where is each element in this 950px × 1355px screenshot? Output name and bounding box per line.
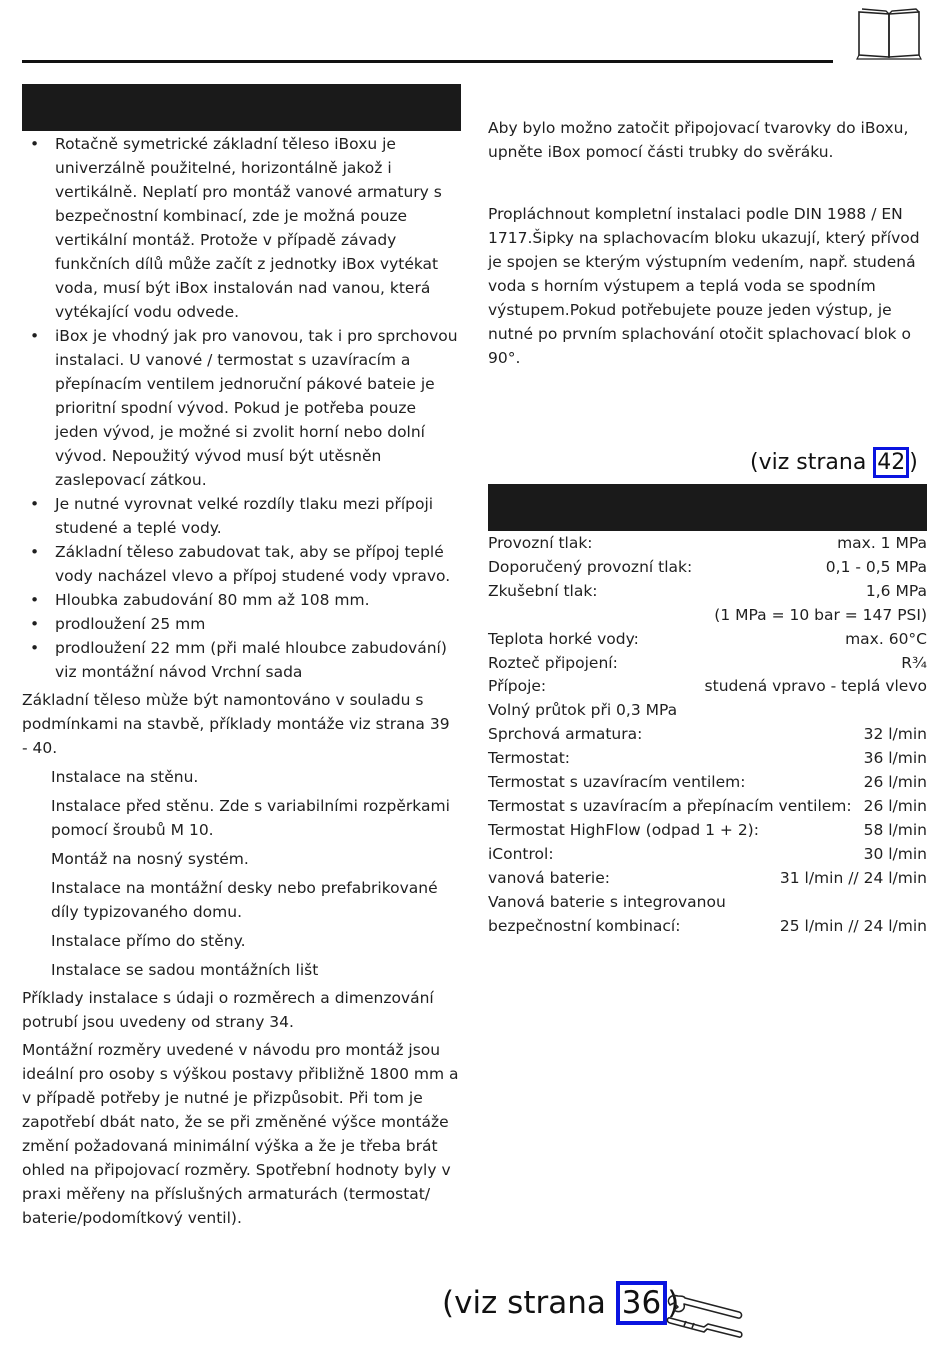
list-item: • Rotačně symetrické základní těleso iBoxu je univerzálně použitelné, horizontálně jakož i vertikálně. Neplatí pro montáž vanové armatury s bezpečnostní kombinací, zde je možná pouze vertikální montáž. Protože v případě závady funkčních dílů může začít z jednotky iBox vytékat voda, musí být iBox instalován nad vanou, která vytékající vodu odvede.	[22, 132, 460, 324]
table-row	[488, 699, 927, 723]
spec-value: 30 l/min	[863, 844, 927, 863]
table-row	[488, 675, 927, 699]
list-item: • iBox je vhodný jak pro vanovou, tak i pro sprchovou instalaci. U vanové / termostat s uzavíracím a přepínacím ventilem jednoruční pákové bateie je prioritní spodní vývod. Pokud je potřeba pouze jeden vývod, je možné si zvolit horní nebo dolní vývod. Nepoužitý vývod musí být utěsněn zaslepovací zátkou.	[22, 324, 460, 492]
left-column	[22, 132, 460, 1230]
list-item: • prodloužení 22 mm (při malé hloubce zabudování) viz montážní návod Vrchní sada	[22, 636, 460, 684]
spec-value: max. 1 MPa	[837, 534, 927, 552]
install-option: Instalace na stěnu.	[51, 768, 199, 786]
install-option: Instalace na montážní desky nebo prefabrikované díly typizovaného domu.	[51, 879, 438, 921]
spec-label: Termostat s uzavíracím ventilem:	[488, 773, 746, 792]
spec-value: 58 l/min	[863, 820, 927, 839]
table-row	[488, 867, 927, 891]
spec-label: Termostat HighFlow (odpad 1 + 2):	[488, 820, 759, 839]
install-intro: Základní těleso mùže být namontováno v souladu s podmínkami na stavbě, příklady montáže viz strana 39 - 40.	[22, 691, 450, 757]
spec-label: Termostat:	[488, 749, 571, 768]
spec-label: Provozní tlak:	[488, 534, 593, 552]
spec-label: Doporučený provozní tlak:	[488, 557, 693, 576]
dimensions-paragraph: Montážní rozměry uvedené v návodu pro montáž jsou ideální pro osoby s výškou postavy přibližně 1800 mm a v případě potřeby je nutné je přizpůsobit. Při tom je zapotřebí dbát nato, že se při změněné výšce montáže změní požadovaná minimální výška a že je třeba brát ohled na připojovací rozměry. Spotřební hodnoty byly v praxi měřeny na příslušných armaturách (termostat/ baterie/podomítkový ventil).	[22, 1041, 459, 1227]
list-item: • Je nutné vyrovnat velké rozdíly tlaku mezi přípoji studené a teplé vody.	[22, 492, 460, 540]
table-row	[488, 843, 927, 867]
spec-value: 26 l/min	[863, 796, 927, 815]
list-item: • Hloubka zabudování 80 mm až 108 mm.	[22, 588, 460, 612]
spec-value: 0,1 - 0,5 MPa	[825, 557, 927, 576]
spec-label: iControl:	[488, 844, 554, 863]
spec-label: Zkušební tlak:	[488, 581, 598, 600]
tech-data-heading-bar	[488, 484, 927, 531]
spec-value: 25 l/min // 24 l/min	[779, 916, 927, 935]
list-item: • Základní těleso zabudovat tak, aby se přípoj teplé vody nacházel vlevo a přípoj studené vody vpravo.	[22, 540, 460, 588]
vise-paragraph: Aby bylo možno zatočit připojovací tvarovky do iBoxu, upněte iBox pomocí části trubky do svěráku.	[488, 119, 909, 161]
list-item: • prodloužení 25 mm	[22, 612, 460, 636]
page-number-link[interactable]: 36	[616, 1281, 667, 1325]
book-icon	[856, 8, 922, 60]
spec-value: R¾	[901, 653, 927, 672]
table-row	[488, 771, 927, 795]
spec-value: studená vpravo - teplá vlevo	[704, 677, 927, 696]
examples-paragraph: Příklady instalace s údaji o rozměrech a dimenzování potrubí jsou uvedeny od strany 34.	[22, 989, 434, 1031]
spec-label: Vanová baterie s integrovanou	[488, 892, 726, 911]
table-row	[488, 532, 927, 556]
install-option: Instalace přímo do stěny.	[51, 932, 246, 950]
spec-label: bezpečnostní kombinací:	[488, 916, 681, 935]
tech-data-table	[488, 532, 927, 938]
table-row	[488, 819, 927, 843]
spec-label: Teplota horké vody:	[488, 629, 639, 648]
spec-label: vanová baterie:	[488, 868, 610, 887]
left-section-heading-bar	[22, 84, 461, 131]
install-option: Montáž na nosný systém.	[51, 850, 249, 868]
wrench-icon	[664, 1288, 746, 1340]
table-row	[488, 580, 927, 604]
spec-label: Rozteč připojení:	[488, 653, 618, 672]
install-option: Instalace se sadou montážních lišt	[51, 961, 319, 979]
footer-page-reference: (viz strana 36 )	[442, 1285, 679, 1321]
requirements-list	[22, 132, 460, 684]
spec-value: 36 l/min	[863, 749, 927, 768]
table-row	[488, 652, 927, 676]
spec-value: 31 l/min // 24 l/min	[779, 868, 927, 887]
table-row	[488, 604, 927, 628]
page-number-link[interactable]: 42	[873, 447, 909, 478]
spec-value: 32 l/min	[863, 725, 927, 744]
header-rule	[22, 60, 833, 63]
spec-label: Termostat s uzavíracím a přepínacím ventilem:	[488, 796, 852, 815]
table-row	[488, 747, 927, 771]
spec-value: (1 MPa = 10 bar = 147 PSI)	[714, 605, 927, 624]
install-option: Instalace před stěnu. Zde s variabilními rozpěrkami pomocí šroubů M 10.	[51, 797, 450, 839]
table-row	[488, 628, 927, 652]
flush-paragraph: Propláchnout kompletní instalaci podle DIN 1988 / EN 1717.Šipky na splachovacím bloku ukazují, který přívod je spojen se kterým výstupním vedením, např. studená voda s horním výstupem a teplá voda se spodním výstupem.Pokud potřebujete pouze jeden výstup, je nutné po prvním splachování otočit splachovací blok o 90°.	[488, 205, 920, 367]
table-row	[488, 915, 927, 939]
spec-value: max. 60°C	[845, 629, 927, 648]
table-row	[488, 723, 927, 747]
right-column	[488, 116, 928, 370]
table-row	[488, 891, 927, 915]
spec-value: 26 l/min	[863, 773, 927, 792]
spec-label: Sprchová armatura:	[488, 725, 643, 744]
table-row	[488, 795, 927, 819]
page-reference: (viz strana 42 )	[750, 450, 918, 475]
table-row	[488, 556, 927, 580]
spec-label: Volný průtok při 0,3 MPa	[488, 701, 678, 720]
spec-label: Přípoje:	[488, 677, 547, 696]
spec-value: 1,6 MPa	[865, 581, 927, 600]
